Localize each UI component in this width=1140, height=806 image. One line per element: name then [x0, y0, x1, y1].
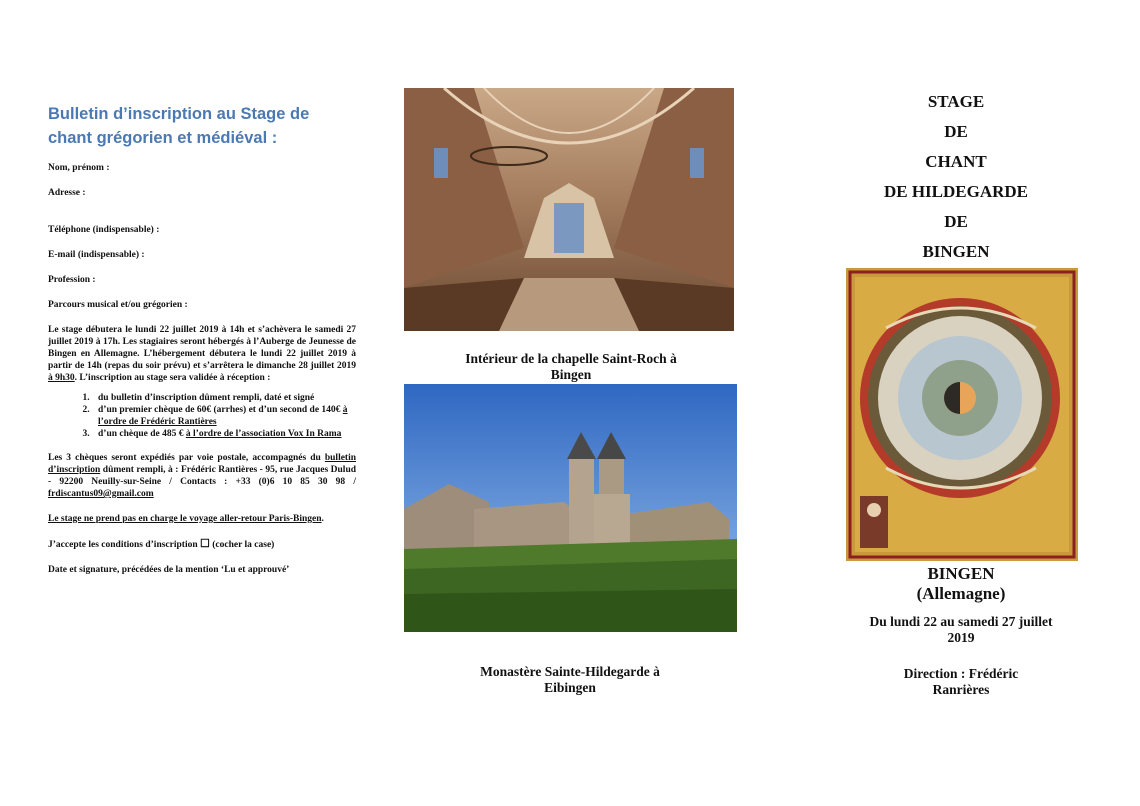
cheques-paragraph: Les 3 chèques seront expédiés par voie postale, accompagnés du bulletin d’inscription dûment rempli, à : Frédéric Rantières - 95, rue Jacques Dulud - 92200 Neuilly-sur-Seine / Contacts : +33 (0)6 10 85 30 98 / frdiscantus09@gmail.com — [48, 453, 357, 499]
contact-email: frdiscantus09@gmail.com — [48, 489, 154, 499]
chapel-interior-photo — [404, 88, 734, 331]
title-line: BINGEN — [922, 242, 990, 261]
stage-title — [850, 87, 1062, 267]
location-line-1: BINGEN — [927, 564, 995, 583]
background-field-label: Parcours musical et/ou grégorien : — [48, 300, 188, 310]
title-line: DE HILDEGARDE — [883, 182, 1029, 201]
direction: Direction : Frédéric Ranrières — [903, 666, 1019, 697]
monastery-photo — [404, 384, 737, 632]
schedule-text: Le stage débutera le lundi 22 juillet 2019 à 14h et s’achèvera le samedi 27 juillet 2019 à 17h. Les stagiaires seront hébergés à l’Auberge de Jeunesse de Bingen en Allemagne. L’hébergement débutera le lundi 22 juillet 2019 à partir de 14h (repas du soir prévu) et s’arrêtera le dimanche 28 juillet 2019 — [48, 325, 356, 371]
cheques-underlined: bulletin d’inscription — [48, 453, 357, 475]
title-line: CHANT — [925, 152, 987, 171]
monastery-caption: Monastère Sainte-Hildegarde à Eibingen — [480, 664, 660, 695]
list-item: 1. du bulletin d’inscription dûment rempli, daté et signé — [92, 392, 356, 404]
email-field-label: E-mail (indispensable) : — [48, 250, 145, 260]
accept-conditions: J’accepte les conditions d’inscription ☐ (cocher la case) — [48, 538, 275, 550]
address-field-label: Adresse : — [48, 188, 86, 198]
travel-note: Le stage ne prend pas en charge le voyage aller-retour Paris-Bingen. — [48, 514, 324, 524]
list-item: 3. d’un chèque de 485 € à l’ordre de l’association Vox In Rama — [92, 428, 356, 440]
phone-field-label: Téléphone (indispensable) : — [48, 225, 160, 235]
name-field-label: Nom, prénom : — [48, 163, 110, 173]
registration-form — [48, 102, 356, 576]
checkbox-icon: ☐ — [200, 538, 210, 550]
schedule-time: à 9h30 — [48, 373, 75, 383]
location-line-2: (Allemagne) — [916, 584, 1006, 603]
requirements-list — [48, 392, 356, 440]
validation-text: L’inscription au stage sera validée à réception : — [79, 373, 271, 383]
title-line: DE — [944, 212, 968, 231]
schedule-paragraph — [48, 324, 356, 384]
stage-dates: Du lundi 22 au samedi 27 juillet 2019 — [869, 614, 1053, 645]
title-line: STAGE — [927, 92, 985, 111]
signature-line: Date et signature, précédées de la mention ‘Lu et approuvé’ — [48, 565, 290, 575]
title-line: DE — [944, 122, 968, 141]
chapel-caption: Intérieur de la chapelle Saint-Roch à Bingen — [465, 351, 677, 382]
form-heading: Bulletin d’inscription au Stage de chant grégorien et médiéval : — [48, 105, 310, 147]
schedule-end: . — [74, 373, 78, 383]
profession-field-label: Profession : — [48, 275, 96, 285]
hildegard-illumination — [846, 268, 1078, 561]
list-item: 2. d’un premier chèque de 60€ (arrhes) et d’un second de 140€ à l’ordre de Frédéric Rantières — [92, 404, 356, 428]
